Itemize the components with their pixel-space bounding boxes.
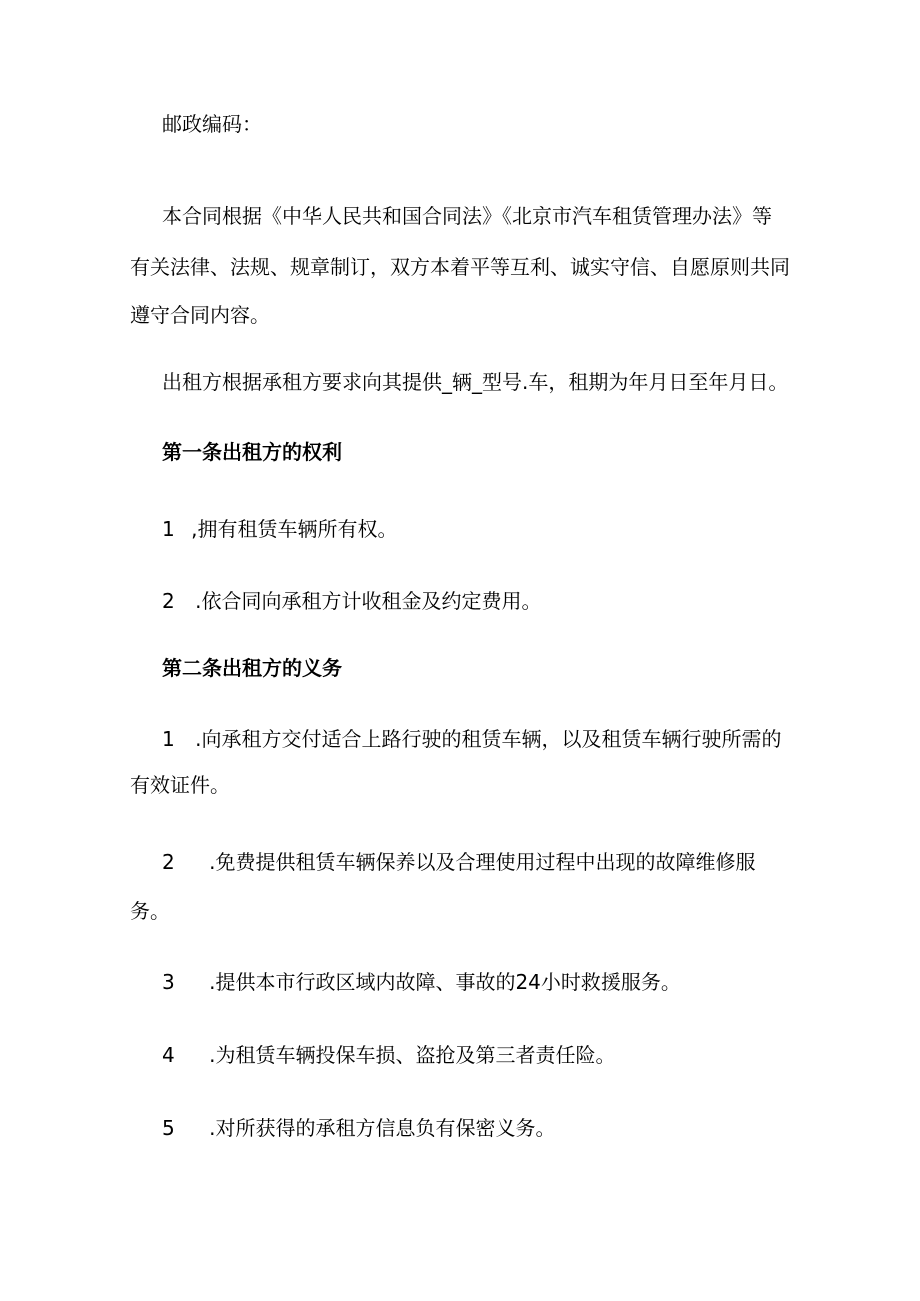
item-number: 1 — [162, 517, 175, 541]
article-1-heading: 第一条出租方的权利 — [162, 440, 342, 464]
article-1-item-2 — [162, 589, 541, 613]
item-text: .依合同向承租方计收租金及约定费用。 — [195, 589, 542, 613]
lease-terms-line: 出租方根据承租方要求向其提供_辆_型号.车，租期为年月日至年月日。 — [162, 370, 789, 394]
article-2-item-2 — [162, 850, 755, 874]
intro-paragraph-line-1: 本合同根据《中华人民共和国合同法》《北京市汽车租赁管理办法》等 — [162, 204, 772, 228]
item-text: ,拥有租赁车辆所有权。 — [191, 517, 398, 541]
article-2-item-5 — [162, 1116, 555, 1140]
article-2-item-1 — [162, 727, 781, 751]
item-text: .向承租方交付适合上路行驶的租赁车辆，以及租赁车辆行驶所需的 — [195, 727, 782, 751]
article-2-heading: 第二条出租方的义务 — [162, 656, 342, 680]
article-2-item-1-continuation: 有效证件。 — [130, 773, 230, 797]
item-number: 2 — [162, 589, 175, 613]
item-number: 4 — [162, 1043, 175, 1067]
item-text: .为租赁车辆投保车损、盗抢及第三者责任险。 — [209, 1043, 616, 1067]
article-2-item-4 — [162, 1043, 615, 1067]
item-number: 2 — [162, 850, 175, 874]
postal-code-label: 邮政编码： — [162, 112, 262, 136]
intro-paragraph-line-3: 遵守合同内容。 — [130, 303, 270, 327]
item-text: .免费提供租赁车辆保养以及合理使用过程中出现的故障维修服 — [209, 850, 756, 874]
item-text: .提供本市行政区域内故障、事故的24小时救援服务。 — [209, 970, 681, 994]
item-number: 3 — [162, 970, 175, 994]
intro-paragraph-line-2: 有关法律、法规、规章制订，双方本着平等互利、诚实守信、自愿原则共同 — [130, 255, 790, 279]
article-2-item-2-continuation: 务。 — [130, 899, 170, 923]
article-1-item-1 — [162, 517, 397, 541]
article-2-item-3 — [162, 970, 681, 994]
item-text: .对所获得的承租方信息负有保密义务。 — [209, 1116, 556, 1140]
item-number: 5 — [162, 1116, 175, 1140]
item-number: 1 — [162, 727, 175, 751]
